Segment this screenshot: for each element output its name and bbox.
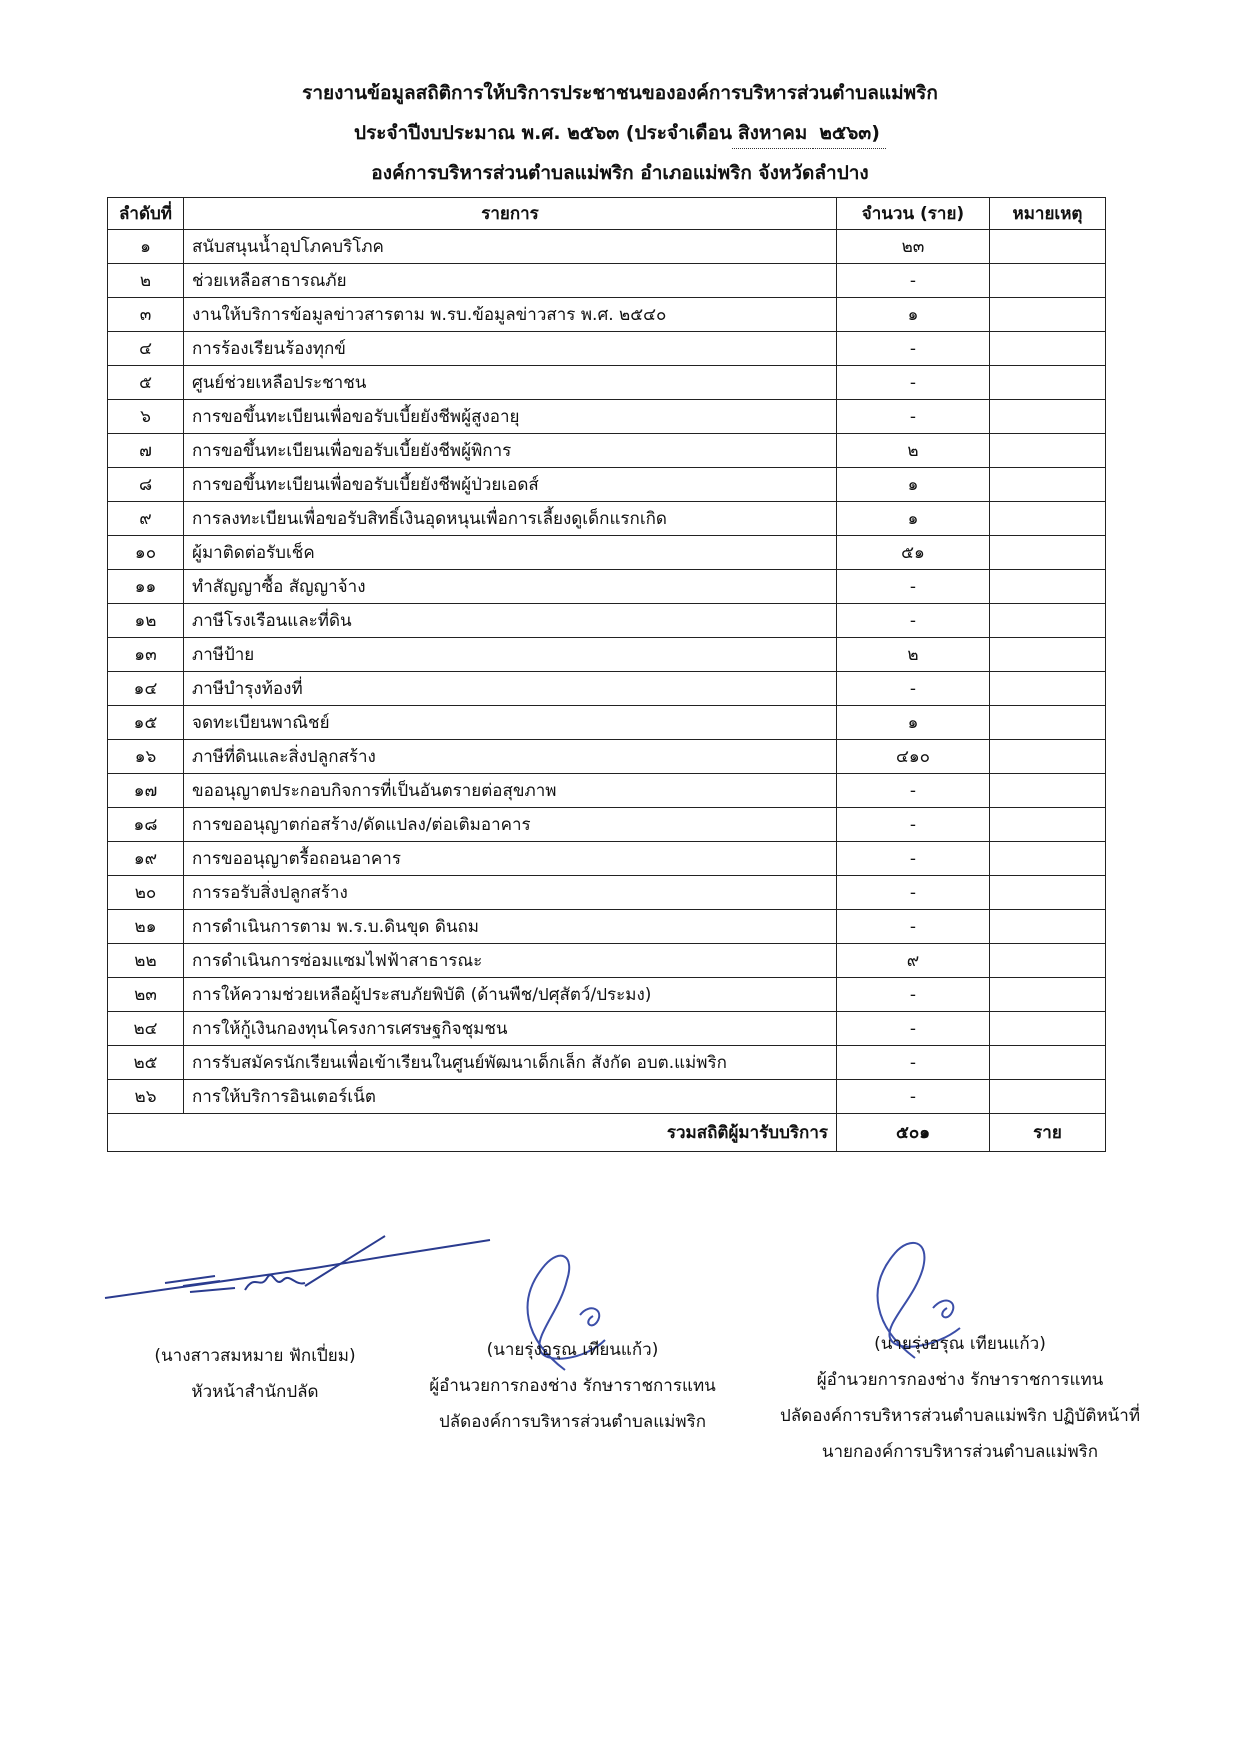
row-remark bbox=[990, 978, 1106, 1012]
row-remark bbox=[990, 808, 1106, 842]
row-item: การขออนุญาตรื้อถอนอาคาร bbox=[184, 842, 837, 876]
row-remark bbox=[990, 604, 1106, 638]
row-no: ๑๖ bbox=[108, 740, 184, 774]
total-unit: ราย bbox=[990, 1114, 1106, 1152]
signature-scrawl-1 bbox=[95, 1228, 495, 1308]
signer-title: หัวหน้าสำนักปลัด bbox=[191, 1382, 319, 1402]
row-item: ขออนุญาตประกอบกิจการที่เป็นอันตรายต่อสุขภาพ bbox=[184, 774, 837, 808]
row-count: - bbox=[837, 978, 990, 1012]
row-remark bbox=[990, 434, 1106, 468]
row-no: ๖ bbox=[108, 400, 184, 434]
row-no: ๗ bbox=[108, 434, 184, 468]
row-count: - bbox=[837, 774, 990, 808]
row-item: การขออนุญาตก่อสร้าง/ดัดแปลง/ต่อเติมอาคาร bbox=[184, 808, 837, 842]
row-no: ๑๘ bbox=[108, 808, 184, 842]
row-item: การดำเนินการตาม พ.ร.บ.ดินขุด ดินถม bbox=[184, 910, 837, 944]
row-remark bbox=[990, 570, 1106, 604]
signer-title: ผู้อำนวยการกองช่าง รักษาราชการแทน bbox=[429, 1376, 716, 1396]
row-no: ๒๔ bbox=[108, 1012, 184, 1046]
row-count: - bbox=[837, 332, 990, 366]
row-count: - bbox=[837, 842, 990, 876]
table-row bbox=[108, 332, 1106, 366]
row-remark bbox=[990, 1012, 1106, 1046]
header-remark: หมายเหตุ bbox=[990, 198, 1106, 230]
row-remark bbox=[990, 332, 1106, 366]
row-remark bbox=[990, 230, 1106, 264]
row-item: การขอขึ้นทะเบียนเพื่อขอรับเบี้ยยังชีพผู้ป่วยเอดส์ bbox=[184, 468, 837, 502]
header-no: ลำดับที่ bbox=[108, 198, 184, 230]
signer-title: นายกองค์การบริหารส่วนตำบลแม่พริก bbox=[821, 1442, 1099, 1462]
row-no: ๑๔ bbox=[108, 672, 184, 706]
row-item: งานให้บริการข้อมูลข่าวสารตาม พ.รบ.ข้อมูลข่าวสาร พ.ศ. ๒๕๔๐ bbox=[184, 298, 837, 332]
row-no: ๑๑ bbox=[108, 570, 184, 604]
table-row bbox=[108, 570, 1106, 604]
signature-block-3 bbox=[745, 1326, 1175, 1470]
report-year: ๒๕๖๓) bbox=[813, 118, 886, 149]
row-remark bbox=[990, 706, 1106, 740]
row-item: ผู้มาติดต่อรับเช็ค bbox=[184, 536, 837, 570]
row-item: การขอขึ้นทะเบียนเพื่อขอรับเบี้ยยังชีพผู้สูงอายุ bbox=[184, 400, 837, 434]
row-count: - bbox=[837, 400, 990, 434]
row-remark bbox=[990, 400, 1106, 434]
service-statistics-table bbox=[107, 197, 1106, 1152]
row-remark bbox=[990, 366, 1106, 400]
row-remark bbox=[990, 264, 1106, 298]
row-remark bbox=[990, 638, 1106, 672]
row-no: ๑๒ bbox=[108, 604, 184, 638]
table-row bbox=[108, 366, 1106, 400]
table-row bbox=[108, 978, 1106, 1012]
row-item: การให้บริการอินเตอร์เน็ต bbox=[184, 1080, 837, 1114]
table-row bbox=[108, 842, 1106, 876]
table-row bbox=[108, 944, 1106, 978]
row-no: ๒๑ bbox=[108, 910, 184, 944]
report-period bbox=[0, 118, 1240, 149]
row-no: ๒ bbox=[108, 264, 184, 298]
row-item: ศูนย์ช่วยเหลือประชาชน bbox=[184, 366, 837, 400]
row-count: - bbox=[837, 264, 990, 298]
row-count: - bbox=[837, 1080, 990, 1114]
table-row bbox=[108, 298, 1106, 332]
row-remark bbox=[990, 842, 1106, 876]
row-no: ๕ bbox=[108, 366, 184, 400]
row-no: ๒๐ bbox=[108, 876, 184, 910]
row-item: ภาษีที่ดินและสิ่งปลูกสร้าง bbox=[184, 740, 837, 774]
table-row bbox=[108, 808, 1106, 842]
row-item: ภาษีบำรุงท้องที่ bbox=[184, 672, 837, 706]
total-row bbox=[108, 1114, 1106, 1152]
row-no: ๘ bbox=[108, 468, 184, 502]
report-month: สิงหาคม bbox=[732, 118, 813, 149]
row-count: ๕๑ bbox=[837, 536, 990, 570]
signer-name: (นายรุ่งอรุณ เทียนแก้ว) bbox=[874, 1334, 1046, 1354]
row-count: - bbox=[837, 604, 990, 638]
row-item: การให้กู้เงินกองทุนโครงการเศรษฐกิจชุมชน bbox=[184, 1012, 837, 1046]
row-no: ๑๕ bbox=[108, 706, 184, 740]
row-count: ๑ bbox=[837, 502, 990, 536]
row-item: จดทะเบียนพาณิชย์ bbox=[184, 706, 837, 740]
row-no: ๑๓ bbox=[108, 638, 184, 672]
table-row bbox=[108, 672, 1106, 706]
row-count: - bbox=[837, 366, 990, 400]
row-no: ๑๙ bbox=[108, 842, 184, 876]
row-no: ๔ bbox=[108, 332, 184, 366]
signature-block-1 bbox=[100, 1338, 410, 1410]
table-row bbox=[108, 706, 1106, 740]
row-item: การดำเนินการซ่อมแซมไฟฟ้าสาธารณะ bbox=[184, 944, 837, 978]
total-value: ๕๐๑ bbox=[837, 1114, 990, 1152]
row-item: ภาษีป้าย bbox=[184, 638, 837, 672]
row-count: ๑ bbox=[837, 298, 990, 332]
report-title: รายงานข้อมูลสถิติการให้บริการประชาชนขององค์การบริหารส่วนตำบลแม่พริก bbox=[302, 82, 938, 104]
row-count: ๒ bbox=[837, 434, 990, 468]
table-row bbox=[108, 910, 1106, 944]
signature-block-2 bbox=[400, 1332, 745, 1440]
table-row bbox=[108, 1080, 1106, 1114]
row-count: ๒๓ bbox=[837, 230, 990, 264]
row-item: การลงทะเบียนเพื่อขอรับสิทธิ์เงินอุดหนุนเพื่อการเลี้ยงดูเด็กแรกเกิด bbox=[184, 502, 837, 536]
row-no: ๒๕ bbox=[108, 1046, 184, 1080]
row-no: ๒๓ bbox=[108, 978, 184, 1012]
table-row bbox=[108, 604, 1106, 638]
row-count: - bbox=[837, 1046, 990, 1080]
table-header-row bbox=[108, 198, 1106, 230]
row-count: - bbox=[837, 570, 990, 604]
row-count: - bbox=[837, 672, 990, 706]
row-item: การให้ความช่วยเหลือผู้ประสบภัยพิบัติ (ด้านพืช/ปศุสัตว์/ประมง) bbox=[184, 978, 837, 1012]
table-row bbox=[108, 502, 1106, 536]
signer-title: ปลัดองค์การบริหารส่วนตำบลแม่พริก ปฏิบัติหน้าที่ bbox=[779, 1406, 1141, 1426]
signer-name: (นางสาวสมหมาย ฟักเปี่ยม) bbox=[154, 1346, 356, 1366]
table-row bbox=[108, 876, 1106, 910]
row-no: ๑๐ bbox=[108, 536, 184, 570]
row-item: การขอขึ้นทะเบียนเพื่อขอรับเบี้ยยังชีพผู้พิการ bbox=[184, 434, 837, 468]
row-remark bbox=[990, 774, 1106, 808]
table-row bbox=[108, 468, 1106, 502]
row-count: ๒ bbox=[837, 638, 990, 672]
table-row bbox=[108, 400, 1106, 434]
row-count: - bbox=[837, 808, 990, 842]
row-no: ๒๖ bbox=[108, 1080, 184, 1114]
row-count: - bbox=[837, 876, 990, 910]
signer-title: ผู้อำนวยการกองช่าง รักษาราชการแทน bbox=[816, 1370, 1104, 1390]
row-item: การรับสมัครนักเรียนเพื่อเข้าเรียนในศูนย์พัฒนาเด็กเล็ก สังกัด อบต.แม่พริก bbox=[184, 1046, 837, 1080]
table-row bbox=[108, 740, 1106, 774]
signer-title: ปลัดองค์การบริหารส่วนตำบลแม่พริก bbox=[438, 1412, 707, 1432]
row-item: ภาษีโรงเรือนและที่ดิน bbox=[184, 604, 837, 638]
report-period-prefix: ประจำปีงบประมาณ พ.ศ. ๒๕๖๓ (ประจำเดือน bbox=[354, 122, 732, 144]
row-remark bbox=[990, 672, 1106, 706]
table-row bbox=[108, 638, 1106, 672]
table-row bbox=[108, 434, 1106, 468]
table-row bbox=[108, 1046, 1106, 1080]
row-remark bbox=[990, 468, 1106, 502]
row-item: ทำสัญญาซื้อ สัญญาจ้าง bbox=[184, 570, 837, 604]
row-remark bbox=[990, 944, 1106, 978]
row-remark bbox=[990, 1046, 1106, 1080]
table-row bbox=[108, 264, 1106, 298]
row-no: ๑ bbox=[108, 230, 184, 264]
signer-name: (นายรุ่งอรุณ เทียนแก้ว) bbox=[486, 1340, 659, 1360]
header-count: จำนวน (ราย) bbox=[837, 198, 990, 230]
row-remark bbox=[990, 740, 1106, 774]
row-count: - bbox=[837, 1012, 990, 1046]
row-count: ๑ bbox=[837, 468, 990, 502]
organization-name: องค์การบริหารส่วนตำบลแม่พริก อำเภอแม่พริก จังหวัดลำปาง bbox=[371, 162, 869, 184]
row-remark bbox=[990, 1080, 1106, 1114]
total-label: รวมสถิติผู้มารับบริการ bbox=[108, 1114, 837, 1152]
row-item: ช่วยเหลือสาธารณภัย bbox=[184, 264, 837, 298]
table-row bbox=[108, 774, 1106, 808]
row-remark bbox=[990, 298, 1106, 332]
row-remark bbox=[990, 910, 1106, 944]
table-row bbox=[108, 1012, 1106, 1046]
row-no: ๓ bbox=[108, 298, 184, 332]
row-remark bbox=[990, 876, 1106, 910]
row-count: ๙ bbox=[837, 944, 990, 978]
row-item: สนับสนุนน้ำอุปโภคบริโภค bbox=[184, 230, 837, 264]
row-no: ๑๗ bbox=[108, 774, 184, 808]
row-item: การรอรับสิ่งปลูกสร้าง bbox=[184, 876, 837, 910]
header-item: รายการ bbox=[184, 198, 837, 230]
row-count: ๑ bbox=[837, 706, 990, 740]
row-count: - bbox=[837, 910, 990, 944]
row-remark bbox=[990, 502, 1106, 536]
row-remark bbox=[990, 536, 1106, 570]
table-row bbox=[108, 536, 1106, 570]
row-no: ๙ bbox=[108, 502, 184, 536]
row-count: ๔๑๐ bbox=[837, 740, 990, 774]
row-item: การร้องเรียนร้องทุกข์ bbox=[184, 332, 837, 366]
row-no: ๒๒ bbox=[108, 944, 184, 978]
table-row bbox=[108, 230, 1106, 264]
